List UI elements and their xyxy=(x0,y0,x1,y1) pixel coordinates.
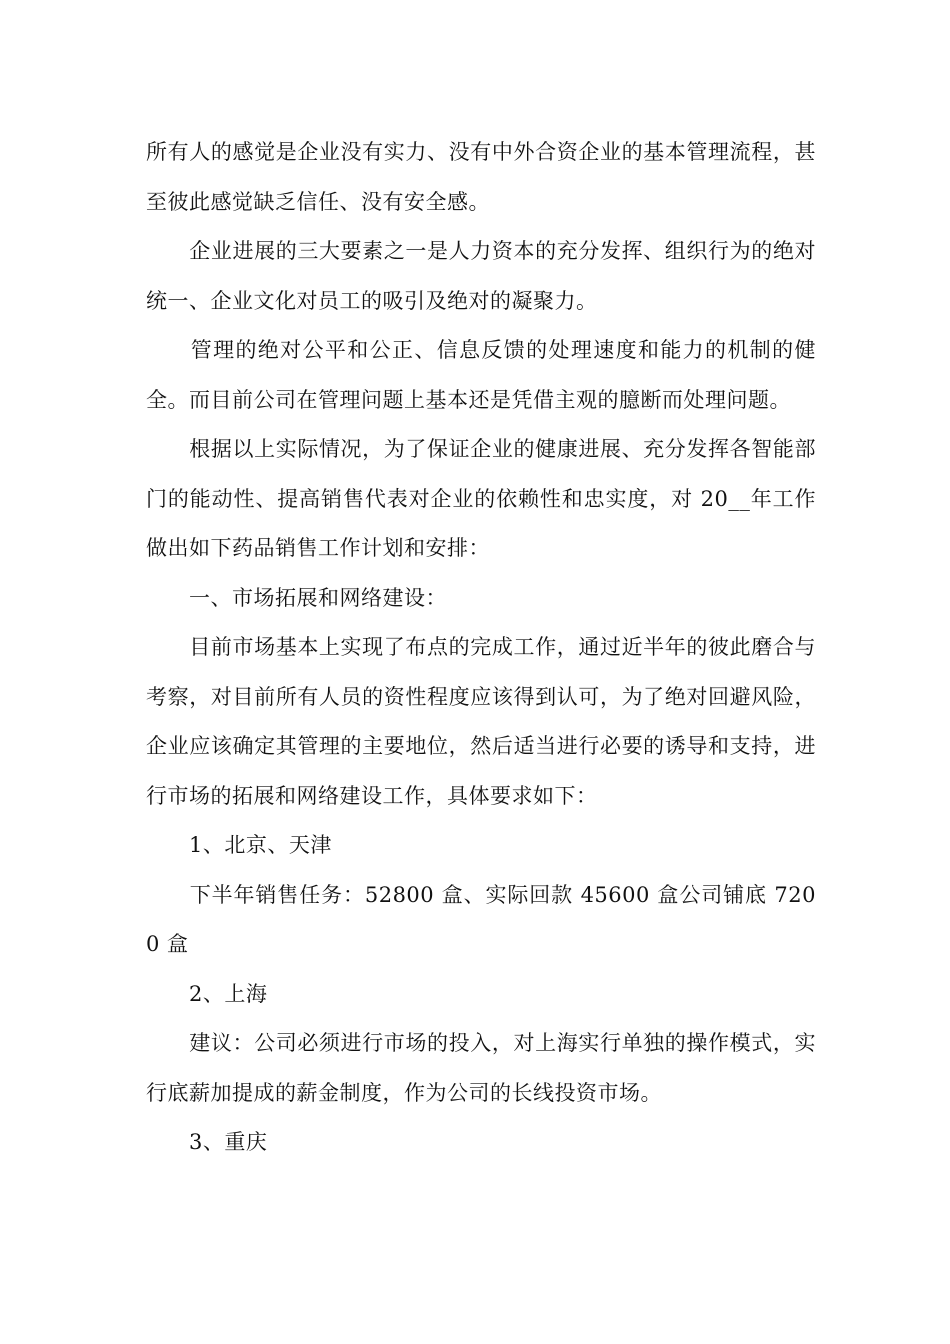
paragraph: 根据以上实际情况，为了保证企业的健康进展、充分发挥各智能部门的能动性、提高销售代表对企业的依赖性和忠实度，对 20__年工作做出如下药品销售工作计划和安排： xyxy=(146,437,816,560)
document-body xyxy=(146,128,816,1168)
list-item: 3、重庆 xyxy=(146,1130,268,1154)
paragraph: 建议：公司必须进行市场的投入，对上海实行单独的操作模式，实行底薪加提成的薪金制度，作为公司的长线投资市场。 xyxy=(146,1031,816,1105)
paragraph: 所有人的感觉是企业没有实力、没有中外合资企业的基本管理流程，甚至彼此感觉缺乏信任、没有安全感。 xyxy=(146,140,816,214)
paragraph: 下半年销售任务：52800 盒、实际回款 45600 盒公司铺底 7200 盒 xyxy=(146,882,816,956)
section-heading: 一、市场拓展和网络建设： xyxy=(146,585,447,610)
paragraph: 目前市场基本上实现了布点的完成工作，通过近半年的彼此磨合与考察，对目前所有人员的资性程度应该得到认可，为了绝对回避风险，企业应该确定其管理的主要地位，然后适当进行必要的诱导和支持，进行市场的拓展和网络建设工作，具体要求如下： xyxy=(146,635,816,808)
paragraph: 管理的绝对公平和公正、信息反馈的处理速度和能力的机制的健全。而目前公司在管理问题上基本还是凭借主观的臆断而处理问题。 xyxy=(146,338,816,412)
paragraph: 企业进展的三大要素之一是人力资本的充分发挥、组织行为的绝对统一、企业文化对员工的吸引及绝对的凝聚力。 xyxy=(146,239,816,313)
list-item: 2、上海 xyxy=(146,981,268,1006)
list-item: 1、北京、天津 xyxy=(146,833,332,857)
